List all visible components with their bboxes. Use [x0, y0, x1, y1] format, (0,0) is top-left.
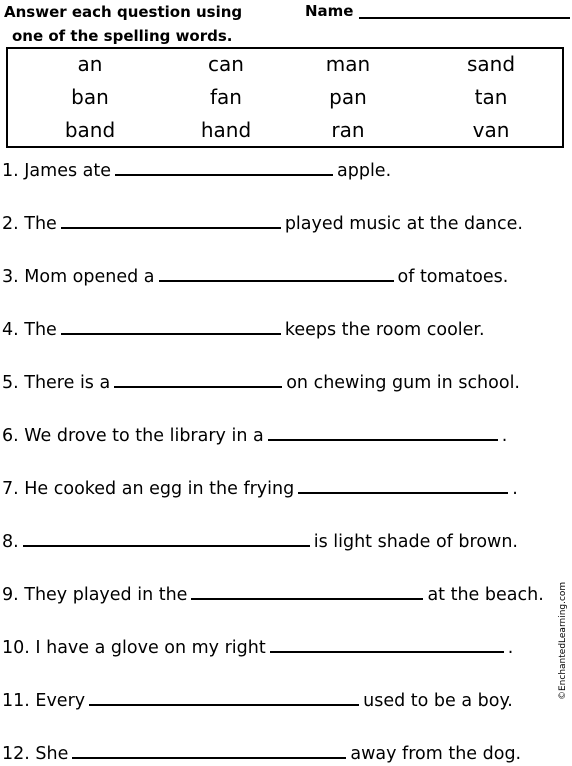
word-bank-word: ran	[331, 118, 365, 142]
question-text-before: 6. We drove to the library in a	[2, 426, 264, 446]
word-bank-word: band	[64, 118, 116, 142]
question-text-before: 5. There is a	[2, 373, 111, 393]
question-text-after: .	[512, 479, 518, 499]
question-line	[2, 158, 391, 182]
word-bank-word: can	[208, 52, 244, 76]
question-line	[2, 529, 518, 553]
question-text-before: 1. James ate	[2, 161, 111, 181]
word-bank-word: an	[77, 52, 103, 76]
answer-blank[interactable]	[114, 370, 282, 388]
answer-blank[interactable]	[191, 582, 423, 600]
answer-blank[interactable]	[23, 529, 310, 547]
answer-blank[interactable]	[298, 476, 508, 494]
answer-blank[interactable]	[268, 423, 498, 441]
word-bank-word: tan	[474, 85, 508, 109]
answer-blank[interactable]	[270, 635, 504, 653]
question-text-before: 8.	[2, 532, 19, 552]
question-text-after: played music at the dance.	[284, 214, 523, 234]
answer-blank[interactable]	[61, 317, 281, 335]
question-text-before: 11. Every	[2, 691, 86, 711]
question-text-before: 12. She	[2, 744, 69, 764]
question-text-after: apple.	[337, 161, 392, 181]
question-line	[2, 741, 521, 765]
name-field[interactable]	[359, 17, 570, 19]
question-text-after: of tomatoes.	[397, 267, 509, 287]
answer-blank[interactable]	[159, 264, 394, 282]
word-bank-word: ban	[71, 85, 109, 109]
instruction-line-2: one of the spelling words.	[12, 27, 233, 45]
instruction-line-1: Answer each question using	[4, 3, 243, 21]
word-bank-word: hand	[200, 118, 252, 142]
question-line	[2, 476, 518, 500]
question-text-before: 2. The	[2, 214, 57, 234]
question-text-before: 10. I have a glove on my right	[2, 638, 266, 658]
question-line	[2, 264, 508, 288]
word-bank-word: sand	[466, 52, 516, 76]
question-text-before: 7. He cooked an egg in the frying	[2, 479, 295, 499]
instructions	[4, 0, 242, 48]
word-bank-word: fan	[210, 85, 242, 109]
word-bank	[6, 47, 564, 148]
question-text-after: .	[501, 426, 508, 446]
answer-blank[interactable]	[115, 158, 333, 176]
question-text-after: away from the dog.	[350, 744, 522, 764]
answer-blank[interactable]	[61, 211, 281, 229]
question-text-before: 4. The	[2, 320, 57, 340]
name-label: Name	[305, 2, 354, 20]
word-bank-word: van	[472, 118, 510, 142]
word-bank-word: pan	[329, 85, 367, 109]
question-text-after: at the beach.	[427, 585, 544, 605]
question-text-before: 3. Mom opened a	[2, 267, 155, 287]
question-text-after: used to be a boy.	[363, 691, 513, 711]
question-line	[2, 688, 513, 712]
question-text-after: .	[507, 638, 514, 658]
question-line	[2, 317, 485, 341]
question-line	[2, 211, 523, 235]
question-text-after: keeps the room cooler.	[284, 320, 485, 340]
question-text-after: on chewing gum in school.	[286, 373, 520, 393]
question-line	[2, 635, 513, 659]
question-line	[2, 370, 520, 394]
word-bank-word: man	[325, 52, 371, 76]
answer-blank[interactable]	[89, 688, 359, 706]
question-text-after: is light shade of brown.	[313, 532, 518, 552]
credit-text: ©EnchantedLearning.com	[558, 581, 568, 700]
answer-blank[interactable]	[72, 741, 346, 759]
question-text-before: 9. They played in the	[2, 585, 188, 605]
question-line	[2, 582, 544, 606]
question-line	[2, 423, 507, 447]
